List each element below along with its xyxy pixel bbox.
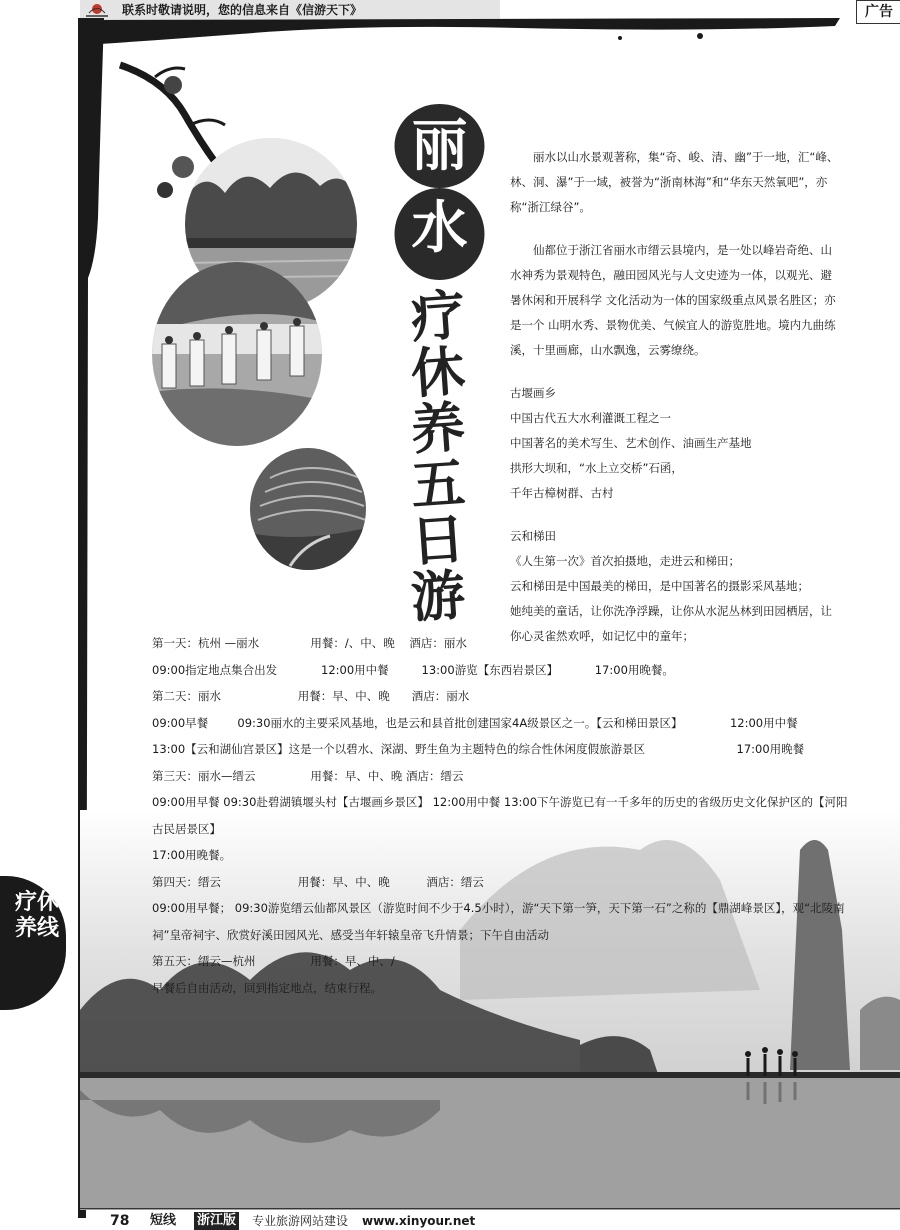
list-item: 中国著名的美术写生、艺术创作、油画生产基地 bbox=[510, 436, 752, 450]
itinerary-day1-schedule: 09:00指定地点集合出发 12:00用中餐 13:00游览【东西岩景区】 17:00用晚餐。 bbox=[152, 662, 674, 677]
subtitle-char: 五 bbox=[408, 450, 468, 518]
subtitle-char: 日 bbox=[408, 506, 468, 574]
photo-dancers-by-water bbox=[152, 262, 322, 446]
subtitle-vertical bbox=[402, 282, 474, 630]
intro-paragraph-xiandu: 仙都位于浙江省丽水市缙云县境内，是一处以峰岩奇绝、山水神秀为景观特色，融田园风光与人文史迹为一体，以观光、避暑休闲和开展科学 文化活动为一体的国家级重点风景名胜区；亦是一个 山明水秀、景物优美、气候宜人的游览胜地。境内九曲练溪，十里画廊，山水飘逸，云雾缭绕。 bbox=[510, 243, 836, 357]
ink-brush-top bbox=[100, 18, 840, 44]
footer-divider bbox=[80, 1208, 900, 1209]
travel-logo bbox=[84, 2, 110, 18]
list-item: 中国古代五大水利灌溉工程之一 bbox=[510, 411, 671, 425]
section-title-yunhe: 云和梯田 bbox=[510, 529, 556, 543]
side-tab-label bbox=[10, 890, 64, 942]
itinerary-day2-schedule: 13:00【云和湖仙宫景区】这是一个以碧水、深湖、野生鱼为主题特色的综合性休闲度假旅游景区 17:00用晚餐 bbox=[152, 742, 805, 756]
itinerary-day3-header: 第三天：丽水—缙云 用餐：早、中、晚 酒店：缙云 bbox=[152, 768, 464, 783]
footer-slogan: 专业旅游网站建设 bbox=[252, 1214, 349, 1228]
list-item: 云和梯田是中国最美的梯田，是中国著名的摄影采风基地； bbox=[510, 579, 809, 593]
title-char-shui: 水 bbox=[411, 195, 468, 261]
list-item: 《人生第一次》首次拍摄地，走进云和梯田； bbox=[510, 554, 740, 568]
subtitle-char: 休 bbox=[408, 338, 468, 406]
list-item: 千年古樟树群、古村 bbox=[510, 486, 614, 500]
subtitle-char: 游 bbox=[408, 562, 468, 630]
itinerary-day5-header: 第五天：缙云—杭州 用餐：早、中、/ bbox=[152, 954, 395, 968]
side-tab-line: 养线 bbox=[14, 916, 59, 941]
list-item: 她纯美的童话，让你洗净浮躁，让你从水泥丛林到田园栖居，让你心灵雀然欢呼，如记忆中的童年； bbox=[510, 604, 832, 643]
itinerary-day3-end: 17:00用晚餐。 bbox=[152, 848, 232, 862]
itinerary-section bbox=[152, 630, 852, 1001]
photo-rice-terraces bbox=[250, 448, 366, 570]
title-char-li: 丽 bbox=[411, 113, 468, 179]
subtitle-char: 疗 bbox=[408, 282, 468, 350]
page-number: 78 bbox=[110, 1213, 130, 1229]
subtitle-char: 养 bbox=[408, 394, 468, 462]
intro-paragraph-lishui: 丽水以山水景观著称，集“奇、峻、清、幽”于一地，汇“峰、林、洞、瀑”于一域，被誉为“浙南林海”和“华东天然氧吧”，亦称“浙江绿谷”。 bbox=[510, 150, 839, 214]
itinerary-day4-schedule: 09:00用早餐； 09:30游览缙云仙都风景区（游览时间不少于4.5小时），游“天下第一笋，天下第一石”之称的【鼎湖峰景区】，观“北陵南祠”皇帝祠宇、欣赏好溪田园风光、感受当年轩辕皇帝飞升情景；下午自由活动 bbox=[152, 901, 845, 942]
footer-edition-badge: 浙江版 bbox=[194, 1212, 239, 1230]
footer-url-link[interactable]: www.xinyour.net bbox=[362, 1214, 476, 1228]
footer-brand: 短线 bbox=[150, 1213, 177, 1228]
itinerary-day3-schedule: 09:00用早餐 09:30赴碧湖镇堰头村【古堰画乡景区】 12:00用中餐 13:00下午游览已有一千多年的历史的省级历史文化保护区的【河阳古民居景区】 bbox=[152, 795, 848, 836]
itinerary-day2-schedule: 09:00早餐 09:30丽水的主要采风基地，也是云和县首批创建国家4A级景区之一。【云和梯田景区】 12:00用中餐 bbox=[152, 715, 798, 730]
itinerary-day4-header: 第四天：缙云 用餐：早、中、晚 酒店：缙云 bbox=[152, 874, 484, 889]
ad-label: 广告 bbox=[856, 0, 900, 24]
itinerary-day5-schedule: 早餐后自由活动，回到指定地点，结束行程。 bbox=[152, 980, 382, 995]
intro-text-column bbox=[510, 145, 840, 649]
header-notice: 联系时敬请说明，您的信息来自《信游天下》 bbox=[122, 3, 363, 17]
itinerary-day2-header: 第二天：丽水 用餐：早、中、晚 酒店：丽水 bbox=[152, 689, 470, 703]
section-title-guyan: 古堰画乡 bbox=[510, 386, 556, 400]
side-tab-line: 疗休 bbox=[14, 890, 59, 915]
itinerary-day1-header: 第一天：杭州 —丽水 用餐：/、中、晚 酒店：丽水 bbox=[152, 636, 467, 650]
list-item: 拱形大坝和，“水上立交桥”石函， bbox=[510, 461, 683, 475]
